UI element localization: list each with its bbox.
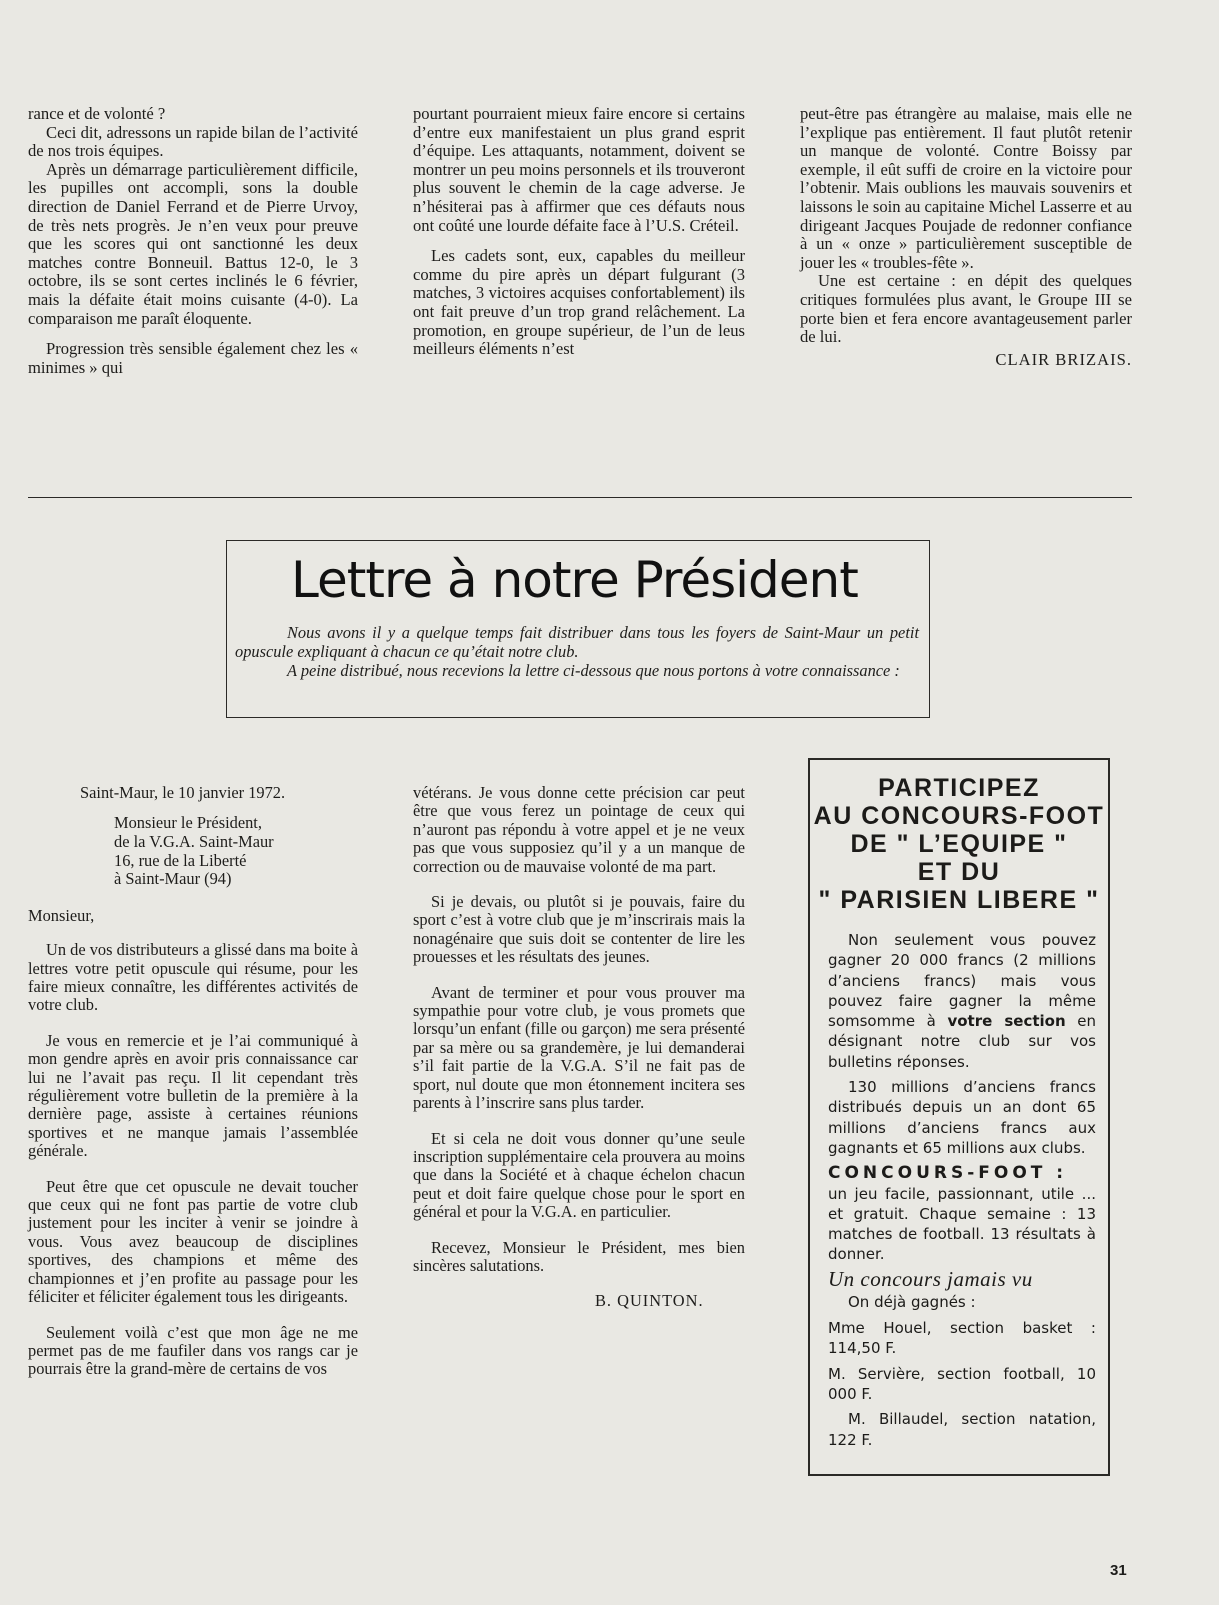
paragraph: Les cadets sont, eux, capables du meilleur comme du pire après un départ fulgurant (3 matches, 3 victoires acquises confortablement) ils ont fait preuve d’un trop grand relâchement. La promotion, en groupe supérieur, de l’un de leus meilleurs éléments n’est — [413, 246, 745, 359]
paragraph: Et si cela ne doit vous donner qu’une seule inscription supplémentaire cela prouvera au moins que dans la Société et à chaque échelon chacun peut et doit faire quelque chose pour le sport en général et pour la V.G.A. en particulier. — [413, 1128, 745, 1222]
winners-intro: On déjà gagnés : — [848, 1292, 976, 1311]
ad-paragraph — [828, 930, 1096, 1072]
ad-subhead: CONCOURS-FOOT : — [828, 1163, 1068, 1184]
headline-line: " PARISIEN LIBERE " — [818, 886, 1100, 914]
winner-entry: Mme Houel, section basket : 114,50 F. — [828, 1319, 1096, 1358]
headline-line: ET DU — [917, 858, 1001, 886]
headline-line: AU CONCOURS-FOOT — [813, 802, 1105, 830]
letter-intro — [235, 623, 919, 680]
ad-headline — [810, 774, 1108, 914]
address-line: Monsieur le Président, — [114, 813, 262, 833]
headline-line: PARTICIPEZ — [878, 774, 1040, 802]
letter-col-2 — [413, 784, 745, 1311]
winner-entry: M. Billaudel, section natation, 122 F. — [828, 1410, 1096, 1449]
paragraph: Ceci dit, adressons un rapide bilan de l’activité de nos trois équipes. — [28, 122, 358, 161]
letter-address — [28, 814, 358, 888]
paragraph: Un de vos distributeurs a glissé dans ma boite à lettres votre petit opuscule qui résume, pour les faire mieux connaître, les différentes activités de votre club. — [28, 940, 358, 1015]
ad-text: Non seulement vous pouvez gagner 20 000 francs (2 millions d’anciens francs) mais vous pouvez faire gagner la même somsomme à — [828, 931, 1096, 1031]
paragraph: pourtant pourraient mieux faire encore si certains d’entre eux manifestaient un plus grand esprit d’équipe. Les attaquants, notamment, doivent se montrer un peu moins personnels et ils trouveront plus souvent le chemin de la cage adverse. Je n’hésiterai pas à affirmer que ces défauts nous ont coûté une lourde défaite face à l’U.S. Créteil. — [413, 104, 745, 235]
paragraph: Avant de terminer et pour vous prouver ma sympathie pour votre club, je vous promets que lorsqu’un enfant (fille ou garçon) me sera présenté par sa mère ou sa grandemère, je lui demanderai s’il fait partie de la V.G.A. S’il ne fait pas de sport, nul doute que mon étonnement incitera ses parents à l’inscrire sans plus tarder. — [413, 982, 745, 1113]
concours-foot-ad — [808, 758, 1110, 1476]
author-signature: CLAIR BRIZAIS. — [995, 349, 1132, 369]
page-number: 31 — [1110, 1562, 1127, 1579]
ad-body — [828, 930, 1096, 1455]
ad-text: en désignant notre club sur vos bulletins réponses. — [828, 1012, 1096, 1071]
paragraph: Si je devais, ou plutôt si je pouvais, faire du sport c’est à votre club que je m’inscrirais mais la nonagénaire que suis doit se contenter de lire les prouesses et les résultats des jeunes. — [413, 892, 745, 967]
address-line: 16, rue de la Liberté — [114, 850, 247, 870]
paragraph: peut-être pas étrangère au malaise, mais elle ne l’explique pas entièrement. Il faut plutôt retenir un manque de volonté. Contre Boissy par exemple, il eût suffi de croire en la victoire pour l’obtenir. Mais oublions les mauvais souvenirs et laissons le soin au capitaine Michel Lasserre et au dirigeant Jacques Poujade de redonner confiance à un « onze » particulièrement susceptible de jouer les « troubles-fête ». — [800, 104, 1132, 272]
ad-tagline: Un concours jamais vu — [828, 1266, 1033, 1291]
top-article-col-3 — [800, 105, 1132, 369]
paragraph: Peut être que cet opuscule ne devait toucher que ceux qui ne font pas partie de votre club justement pour les inciter à venir se joindre à vous. Vous avez beaucoup de disciplines sportives, des champions et même des championnes et j’en profite au passage pour les féliciter et féliciter également tous les dirigeants. — [28, 1176, 358, 1307]
ad-bold-text: votre section — [947, 1012, 1066, 1031]
paragraph: vétérans. Je vous donne cette précision car peut être que vous ferez un pointage de ceux qui n’auront pas répondu à votre appel et je ne veux pas que vous supposiez qu’il y a un manque de correction ou de mauvaise volonté de ma part. — [413, 783, 745, 876]
paragraph: rance et de volonté ? — [28, 104, 166, 123]
paragraph: Seulement voilà c’est que mon âge ne me permet pas de me faufiler dans vos rangs car je pourrais être la grand-mère de certains de vos — [28, 1322, 358, 1379]
paragraph: Après un démarrage particulièrement difficile, les pupilles ont accompli, sons la double direction de Daniel Ferrand et de Pierre Urvoy, de très nets progrès. Je n’en veux pour preuve que les scores qui ont sanctionné les deux matches contre Bonneuil. Battus 12-0, le 3 octobre, ils se sont certes inclinés le 6 février, mais la défaite était moins cuisante (4-0). La comparaison me paraît éloquente. — [28, 159, 358, 328]
intro-paragraph: Nous avons il y a quelque temps fait distribuer dans tous les foyers de Saint-Maur un petit opuscule expliquant à chacun ce qu’était notre club. — [235, 623, 919, 661]
ad-paragraph: un jeu facile, passionnant, utile ... et gratuit. Chaque semaine : 13 matches de football. 13 résultats à donner. — [828, 1184, 1096, 1264]
section-divider — [28, 497, 1132, 498]
letter-col-1 — [28, 784, 358, 1396]
address-line: de la V.G.A. Saint-Maur — [114, 832, 274, 851]
paragraph: Recevez, Monsieur le Président, mes bien sincères salutations. — [413, 1237, 745, 1275]
headline-line: DE " L’EQUIPE " — [850, 830, 1068, 858]
letter-signature: B. QUINTON. — [595, 1291, 704, 1311]
letter-salutation: Monsieur, — [28, 905, 95, 925]
ad-paragraph: 130 millions d’anciens francs distribués depuis un an dont 65 millions d’anciens francs aux gagnants et 65 millions aux clubs. — [828, 1078, 1096, 1157]
top-article-col-2 — [413, 105, 745, 371]
page-title: Lettre à notre Président — [291, 551, 858, 609]
paragraph: Une est certaine : en dépit des quelques critiques formulées plus avant, le Groupe III se porte bien et fera encore avantageusement parler de lui. — [800, 271, 1132, 347]
intro-paragraph: A peine distribué, nous recevions la lettre ci-dessous que nous portons à votre connaissance : — [287, 661, 900, 680]
letter-dateline: Saint-Maur, le 10 janvier 1972. — [80, 783, 286, 802]
paragraph: Progression très sensible également chez les « minimes » qui — [28, 339, 358, 377]
paragraph: Je vous en remercie et je l’ai communiqué à mon gendre après en avoir pris connaissance car lui ne l’avait pas reçu. Il lit cependant très régulièrement votre bulletin de la première à la dernière page, assiste à certaines réunions sportives et ne manque jamais l’assemblée générale. — [28, 1030, 358, 1161]
address-line: à Saint-Maur (94) — [114, 869, 232, 889]
top-article-col-1 — [28, 105, 358, 389]
letter-title-box — [226, 540, 930, 718]
winner-entry: M. Servière, section football, 10 000 F. — [828, 1364, 1096, 1403]
